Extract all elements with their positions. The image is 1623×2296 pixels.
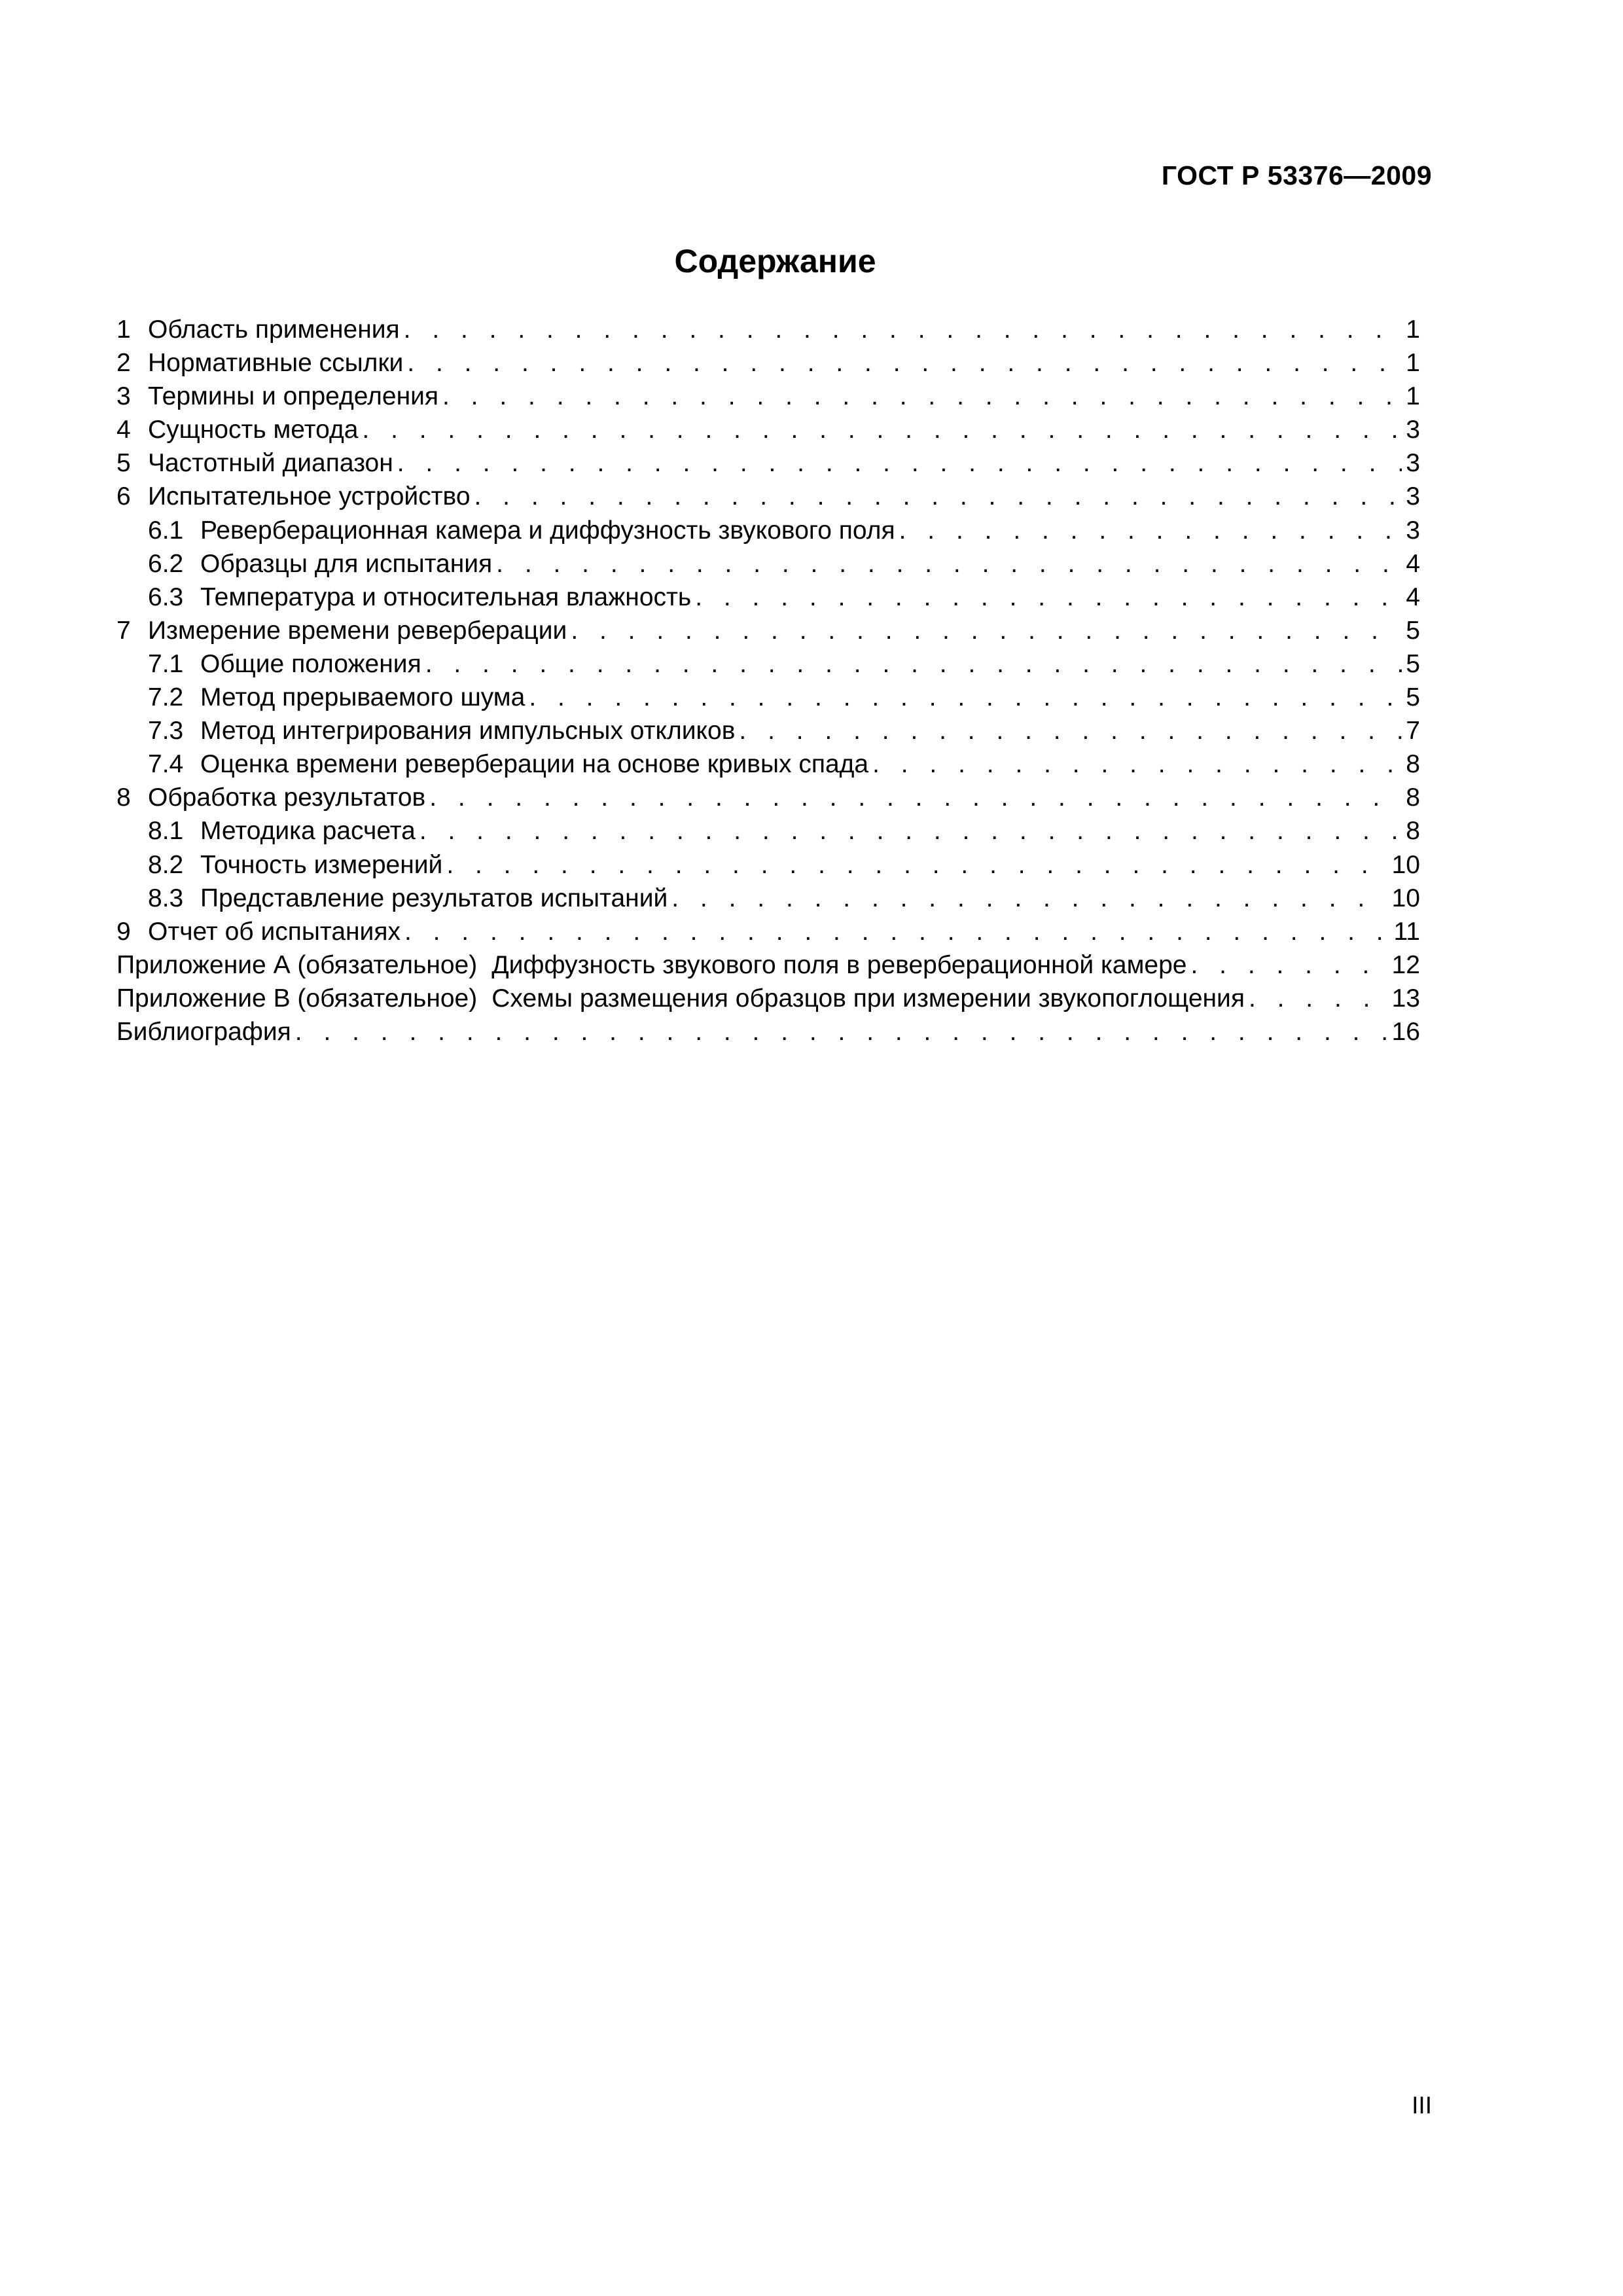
toc-entry-number: 5	[116, 449, 131, 478]
toc-entry-page: 10	[1391, 850, 1420, 879]
toc-entry[interactable]	[116, 814, 1420, 848]
toc-entry-page: 3	[1406, 482, 1420, 511]
toc-entry[interactable]	[116, 346, 1420, 380]
toc-entry-number: 8.2	[148, 850, 184, 879]
dot-leader	[872, 747, 1402, 781]
toc-entry-title: Испытательное устройство	[148, 482, 471, 511]
toc-appendix-label: Приложение В (обязательное)	[116, 984, 478, 1013]
toc-entry[interactable]	[116, 313, 1420, 346]
toc-entry-number: 8.3	[148, 884, 184, 912]
dot-leader	[442, 380, 1402, 413]
toc-entry[interactable]	[116, 882, 1420, 915]
toc-entry-title: Термины и определения	[148, 382, 439, 411]
toc-entry[interactable]	[116, 547, 1420, 581]
toc-entry-title: Обработка результатов	[148, 783, 426, 812]
toc-entry-page: 8	[1406, 817, 1420, 846]
toc-entry-number: 7.3	[148, 717, 184, 745]
toc-entry-title: Метод интегрирования импульсных откликов	[200, 717, 736, 745]
dot-leader	[1191, 948, 1388, 982]
dot-leader	[496, 547, 1402, 581]
toc-entry-title: Схемы размещения образцов при измерении звукопоглощения	[491, 984, 1245, 1013]
toc-entry-number: 7	[116, 616, 131, 645]
dot-leader	[446, 848, 1387, 882]
toc-entry-number: 7.2	[148, 683, 184, 712]
dot-leader	[362, 413, 1402, 446]
toc-entry-number: 6.3	[148, 583, 184, 611]
toc-entry-page: 1	[1406, 382, 1420, 411]
toc-entry[interactable]	[116, 781, 1420, 814]
dot-leader	[671, 882, 1387, 915]
dot-leader	[295, 1015, 1388, 1049]
page-number: III	[1412, 2092, 1432, 2119]
dot-leader	[899, 514, 1402, 547]
dot-leader	[397, 446, 1402, 480]
dot-leader	[419, 814, 1402, 848]
toc-appendix-entry[interactable]	[116, 982, 1420, 1015]
toc-entry-page: 12	[1391, 950, 1420, 979]
toc-entry-title: Область применения	[148, 315, 400, 344]
dot-leader	[425, 647, 1402, 681]
toc-entry-number: 4	[116, 416, 131, 444]
dot-leader	[404, 313, 1402, 346]
toc-entry-number: 3	[116, 382, 131, 411]
toc-entry[interactable]	[116, 480, 1420, 513]
toc-entry[interactable]	[116, 747, 1420, 781]
toc-entry-page: 8	[1406, 783, 1420, 812]
toc-entry[interactable]	[116, 581, 1420, 614]
toc-entry[interactable]	[116, 848, 1420, 882]
toc-entry-number: 1	[116, 315, 131, 344]
toc-entry[interactable]	[116, 446, 1420, 480]
dot-leader	[404, 915, 1390, 948]
toc-appendix-label: Приложение А (обязательное)	[116, 950, 478, 979]
toc-entry-number: 8	[116, 783, 131, 812]
toc-entry-page: 7	[1406, 717, 1420, 745]
toc-entry-title: Сущность метода	[148, 416, 359, 444]
toc-title: Содержание	[674, 243, 876, 279]
toc-entry[interactable]	[116, 614, 1420, 647]
toc-entry-title: Образцы для испытания	[200, 549, 493, 578]
toc-entry-page: 5	[1406, 616, 1420, 645]
toc-entry-title: Оценка времени реверберации на основе кривых спада	[200, 750, 869, 779]
dot-leader	[407, 346, 1402, 380]
toc-entry-number: 2	[116, 349, 131, 378]
toc-entry-number: 6.2	[148, 549, 184, 578]
toc-appendix-entry[interactable]	[116, 948, 1420, 982]
toc-entry-title: Температура и относительная влажность	[200, 583, 692, 611]
toc-entry-page: 8	[1406, 750, 1420, 779]
toc-entry-title: Нормативные ссылки	[148, 349, 404, 378]
dot-leader	[695, 581, 1402, 614]
dot-leader	[739, 714, 1402, 747]
toc-entry-title: Частотный диапазон	[148, 449, 393, 478]
dot-leader	[529, 681, 1402, 714]
table-of-contents	[116, 313, 1420, 1049]
toc-entry-title: Реверберационная камера и диффузность звукового поля	[200, 516, 895, 545]
toc-entry-page: 3	[1406, 416, 1420, 444]
toc-entry[interactable]	[116, 915, 1420, 948]
toc-entry-title: Измерение времени реверберации	[148, 616, 567, 645]
toc-entry-page: 10	[1391, 884, 1420, 912]
toc-entry-number: 9	[116, 917, 131, 946]
toc-entry-number: 6	[116, 482, 131, 511]
toc-entry[interactable]	[116, 380, 1420, 413]
toc-entry-title: Методика расчета	[200, 817, 416, 846]
toc-entry-page: 1	[1406, 349, 1420, 378]
dot-leader	[1249, 982, 1388, 1015]
toc-entry-number: 8.1	[148, 817, 184, 846]
toc-entry-page: 5	[1406, 649, 1420, 678]
toc-entry-page: 11	[1393, 917, 1420, 946]
toc-entry-title: Диффузность звукового поля в реверберационной камере	[491, 950, 1187, 979]
toc-entry-title: Общие положения	[200, 649, 421, 678]
toc-entry-page: 16	[1391, 1017, 1420, 1046]
toc-entry-number: 6.1	[148, 516, 184, 545]
toc-entry[interactable]	[116, 681, 1420, 714]
toc-entry-page: 13	[1391, 984, 1420, 1013]
toc-entry-title: Метод прерываемого шума	[200, 683, 526, 712]
toc-entry-title: Библиография	[116, 1017, 291, 1046]
toc-entry-title: Представление результатов испытаний	[200, 884, 668, 912]
toc-entry-title: Отчет об испытаниях	[148, 917, 401, 946]
toc-entry-number: 7.4	[148, 750, 184, 779]
toc-entry-page: 1	[1406, 315, 1420, 344]
toc-entry[interactable]	[116, 514, 1420, 547]
toc-entry-number: 7.1	[148, 649, 184, 678]
toc-entry-page: 3	[1406, 449, 1420, 478]
document-code: ГОСТ Р 53376—2009	[1161, 160, 1432, 190]
dot-leader	[429, 781, 1402, 814]
dot-leader	[571, 614, 1402, 647]
toc-entry-page: 5	[1406, 683, 1420, 712]
toc-entry-page: 3	[1406, 516, 1420, 545]
dot-leader	[474, 480, 1402, 513]
toc-entry-page: 4	[1406, 549, 1420, 578]
toc-bibliography-entry[interactable]	[116, 1015, 1420, 1049]
toc-entry[interactable]	[116, 647, 1420, 681]
toc-entry-title: Точность измерений	[200, 850, 443, 879]
toc-entry-page: 4	[1406, 583, 1420, 611]
toc-entry[interactable]	[116, 413, 1420, 446]
toc-entry[interactable]	[116, 714, 1420, 747]
